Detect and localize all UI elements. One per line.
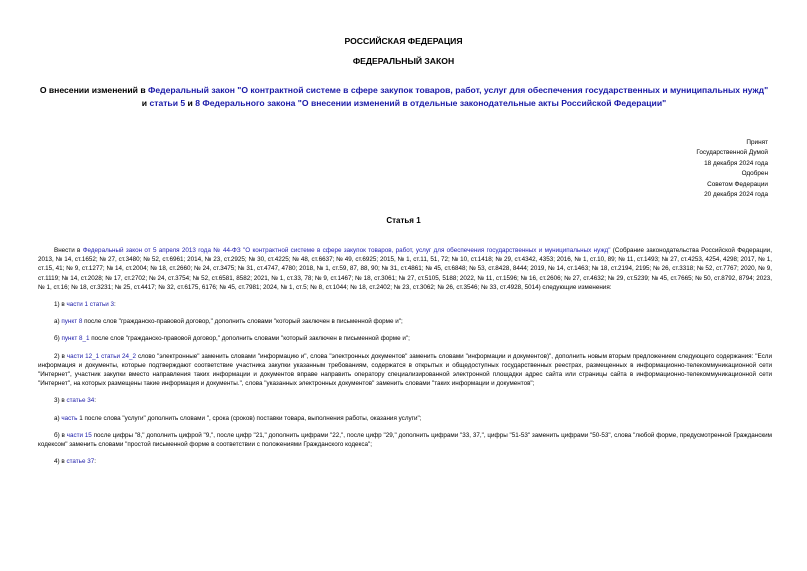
item-3a <box>38 414 772 423</box>
text-span: (Собрание законодательства Российской Федерации, 2013, № 14, ст.1652; № 27, ст.3480; № 52, ст.6961; 2014, № 23, ст.2925; № 30, ст.4225; № 48, ст.6637; № 49, ст.6925; 2015, № 1, ст.11, 51, 72; № 10, ст.1418; № 29, ст.4342, 4353; 2016, № 1, ст.10, 89; № 11, ст.1493; № 27, ст.4253, 4254, 4298; 2017, № 1, ст.15, 41; № 9, ст.1277; № 14, ст.2004; № 18, ст.2660; № 24, ст.3475; № 31, ст.4747, 4780; 2018, № 1, ст.59, 87, 88, 90; № 31, ст.4861; № 45, ст.6848; № 53, ст.8428, 8444; 2019, № 14, ст.1463; № 18, ст.2194, 2195; № 26, ст.3318; № 52, ст.7767; 2020, № 9, ст.1119; № 14, ст.2028; № 17, ст.2702; № 24, ст.3754; № 52, ст.6581, 8582; 2021, № 1, ст.33, 78; № 9, ст.1467; № 18, ст.3061; № 27, ст.5105, 5188; 2022, № 11, ст.1596; № 16, ст.2606; № 27, ст.4632; № 29, ст.5239; № 45, ст.7665; № 50, ст.8792, 8794; 2023, № 1, ст.16; № 18, ст.3231; № 25, ст.4417; № 32, ст.6175, 6176; № 45, ст.7981; 2024, № 1, ст.5; № 8, ст.1044; № 18, ст.2402; № 23, ст.3062; № 26, ст.3546; № 33, ст.4928, 5014) следующие изменения: <box>38 247 772 291</box>
text-span: : <box>94 397 96 405</box>
title-text: и <box>141 98 150 108</box>
link-point-8-1[interactable]: пункт 8_1 <box>61 335 90 343</box>
text-span: а) <box>54 318 62 326</box>
adoption-line: 18 декабря 2024 года <box>704 159 768 167</box>
adoption-block <box>696 138 768 200</box>
text-span: после слов "гражданско-правовой договор," дополнить словами "который заключен в письменной форме и"; <box>82 318 403 326</box>
item-3 <box>38 396 772 405</box>
text-span: Внести в <box>54 247 83 254</box>
title-link-federal-law[interactable]: Федеральный закон "О контрактной системе в сфере закупок товаров, работ, услуг для обеспечения государственных и муниципальных нужд" <box>148 85 769 95</box>
adoption-line: Одобрен <box>741 170 768 178</box>
text-span: 4) в <box>54 458 67 466</box>
item-1 <box>38 300 772 309</box>
link-art37[interactable]: статье 37 <box>66 458 95 466</box>
link-point-8[interactable]: пункт 8 <box>61 318 83 326</box>
text-span: б) в <box>54 431 67 439</box>
law-title <box>36 84 772 110</box>
adoption-line: Советом Федерации <box>707 180 768 188</box>
title-text: и <box>185 98 196 108</box>
header-country: РОССИЙСКАЯ ФЕДЕРАЦИЯ <box>344 36 463 46</box>
link-art34[interactable]: статье 34 <box>66 397 95 405</box>
article-heading: Статья 1 <box>386 216 421 225</box>
article-body <box>38 246 772 466</box>
text-span: после цифры "8," дополнить цифрой "9,", после цифр "21," дополнить цифрами "22,", после цифр "29," дополнить цифрами "33, 37,", цифры "51-53" заменить цифрами "50-53", слова "любой форме, предусмотренной Гражданским кодексом" заменить словами "простой письменной форме в соответствии с положениями Гражданского кодекса"; <box>38 431 773 449</box>
text-span: 3) в <box>54 397 67 405</box>
title-link-article-5[interactable]: статьи 5 <box>149 98 186 108</box>
text-span: 1) в <box>54 301 67 309</box>
text-span: после слов "гражданско-правовой договор," дополнить словами "который заключен в письменной форме и"; <box>89 335 410 343</box>
intro-paragraph <box>38 246 772 292</box>
adoption-line: Принят <box>746 139 768 146</box>
item-4 <box>38 457 772 466</box>
text-span: б) <box>54 335 62 343</box>
text-span: а) <box>54 414 62 422</box>
text-span: слово "электронные" заменить словами "информацию и", слова "электронных документов" заменить словами "информации и документов)", дополнить новым вторым предложением следующего содержания: "Если информация и документы, которые подтверждают соответствие участника закупки указанным требованиям, содержатся в открытых и общедоступных государственных реестрах, размещенных в информационно-телекоммуникационной сети "Интернет", участник закупки вместо направления таких информации и документов вправе направить оператору специализированной электронной площадки адрес сайта или страницы сайта в информационно-телекоммуникационной сети "Интернет", на которых размещены такие информация и документы.", слова "указанных электронных документов" заменить словами "таких информации и документов"; <box>38 352 772 388</box>
link-part-15[interactable]: части 15 <box>66 431 92 439</box>
link-part1-art3[interactable]: части 1 статьи 3 <box>66 301 115 309</box>
title-text: О внесении изменений в <box>39 85 148 95</box>
item-2 <box>38 352 772 389</box>
link-part12-1-art24-2[interactable]: части 12_1 статьи 24_2 <box>66 352 137 360</box>
item-1b <box>38 334 772 343</box>
item-3b <box>38 431 772 449</box>
text-span: : <box>114 301 116 309</box>
header-doc-type: ФЕДЕРАЛЬНЫЙ ЗАКОН <box>352 56 455 66</box>
title-link-article-8[interactable]: 8 Федерального закона "О внесении изменений в отдельные законодательные акты Российской Федерации" <box>195 98 667 108</box>
link-law-44fz[interactable]: Федеральный закон от 5 апреля 2013 года № 44-ФЗ "О контрактной системе в сфере закупок товаров, работ, услуг для обеспечения государственных и муниципальных нужд" <box>82 247 611 254</box>
link-part-1[interactable]: часть <box>61 414 78 422</box>
item-1a <box>38 317 772 326</box>
text-span: 2) в <box>54 352 67 360</box>
adoption-line: Государственной Думой <box>696 149 768 157</box>
adoption-line: 20 декабря 2024 года <box>704 191 768 199</box>
text-span: 1 после слова "услуги" дополнить словами ", срока (сроков) поставки товара, выполнения работы, оказания услуги"; <box>77 414 422 422</box>
text-span: : <box>94 458 96 466</box>
